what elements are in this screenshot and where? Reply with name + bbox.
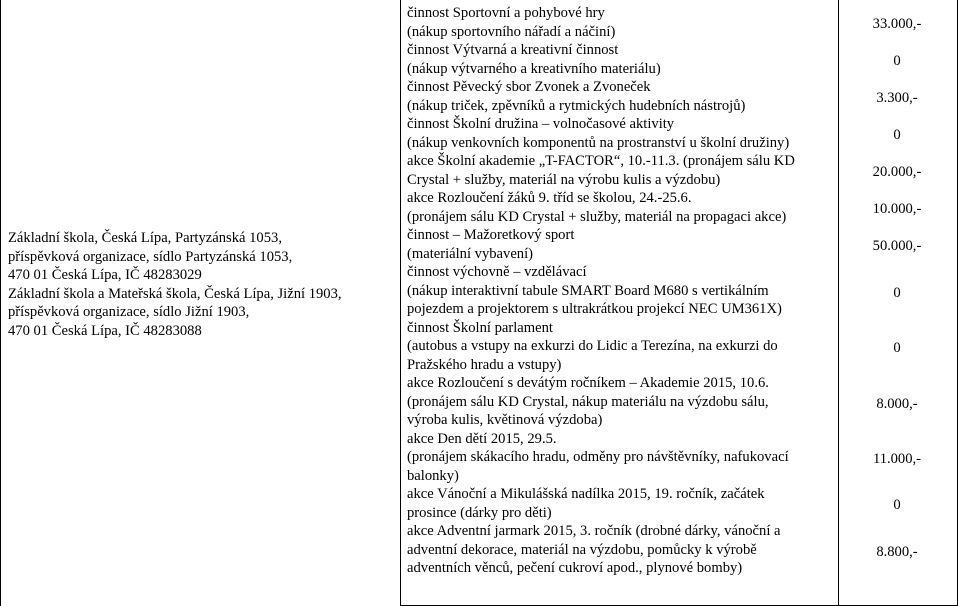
activity-line: adventních věnců, pečení cukroví apod., plynové bomby) xyxy=(407,560,743,576)
activity-line: (nákup venkovních komponentů na prostranství u školní družiny) xyxy=(407,134,790,151)
activity-line: (pronájem sálu KD Crystal + služby, materiál na propagaci akce) xyxy=(407,208,787,225)
activity-line: činnost Školní parlament xyxy=(407,319,553,336)
table-border-right xyxy=(957,0,958,606)
activity-line: Crystal + služby, materiál na výrobu kulis a výzdobu) xyxy=(407,171,721,188)
activity-line: (pronájem skákacího hradu, odměny pro návštěvníky, nafukovací xyxy=(407,449,789,465)
activity-line: akce Rozloučení žáků 9. tříd se školou, 24.-25.6. xyxy=(407,190,692,206)
amount-value: 33.000,- xyxy=(872,16,922,33)
amount-value: 20.000,- xyxy=(872,164,922,181)
amount-value: 0 xyxy=(893,340,901,356)
activity-line: (nákup interaktivní tabule SMART Board M680 s vertikálním xyxy=(407,282,769,299)
activity-line: činnost Školní družina – volnočasové aktivity xyxy=(407,116,675,132)
amount-value: 50.000,- xyxy=(872,238,922,255)
activity-line: činnost Sportovní a pohybové hry xyxy=(407,5,605,21)
activity-line: akce Adventní jarmark 2015, 3. ročník (drobné dárky, vánoční a xyxy=(407,523,781,539)
activity-line: činnost – Mažoretkový sport xyxy=(407,227,575,243)
organization-line: příspěvková organizace, sídlo Partyzánská 1053, xyxy=(8,248,293,265)
organization-line: příspěvková organizace, sídlo Jižní 1903, xyxy=(8,304,250,320)
organization-line: Základní škola a Mateřská škola, Česká Lípa, Jižní 1903, xyxy=(8,285,342,302)
activity-line: (materiální vybavení) xyxy=(407,245,534,262)
organization-line: Základní škola, Česká Lípa, Partyzánská 1053, xyxy=(8,230,282,246)
activity-line: prosince (dárky pro děti) xyxy=(407,504,552,521)
activity-line: pojezdem a projektorem s ultrakrátkou projekcí NEC UM361X) xyxy=(407,301,782,317)
organization-line: 470 01 Česká Lípa, IČ 48283029 xyxy=(8,267,202,283)
activity-line: akce Den dětí 2015, 29.5. xyxy=(407,430,557,447)
activity-line: (nákup triček, zpěvníků a rytmických hudebních nástrojů) xyxy=(407,97,746,114)
organization-line: 470 01 Česká Lípa, IČ 48283088 xyxy=(8,322,202,339)
amount-value: 11.000,- xyxy=(872,451,922,467)
activity-line: balonky) xyxy=(407,467,459,484)
amount-value: 0 xyxy=(893,53,901,70)
activity-line: akce Vánoční a Mikulášská nadílka 2015, 19. ročník, začátek xyxy=(407,486,765,502)
amount-value: 0 xyxy=(893,127,901,144)
activity-line: akce Školní akademie „T-FACTOR“, 10.-11.3. (pronájem sálu KD xyxy=(407,153,795,169)
amount-value: 8.800,- xyxy=(876,543,918,560)
activity-line: činnost Výtvarná a kreativní činnost xyxy=(407,42,619,58)
amount-value: 8.000,- xyxy=(876,395,918,412)
table-border-left xyxy=(0,0,1,606)
activity-line: (autobus a vstupy na exkurzi do Lidic a Terezína, na exkurzi do xyxy=(407,338,778,354)
activity-line: Pražského hradu a vstupy) xyxy=(407,356,562,373)
activity-line: (nákup sportovního nářadí a náčiní) xyxy=(407,23,616,40)
activity-line: akce Rozloučení s devátým ročníkem – Akademie 2015, 10.6. xyxy=(407,375,769,391)
activity-line: činnost Pěvecký sbor Zvonek a Zvoneček xyxy=(407,79,651,95)
activity-line: (pronájem sálu KD Crystal, nákup materiálu na výzdobu sálu, xyxy=(407,393,769,410)
amount-value: 10.000,- xyxy=(872,201,922,218)
activity-line: výroba kulis, květinová výzdoba) xyxy=(407,412,603,428)
amount-value: 0 xyxy=(893,497,901,514)
activity-line: adventní dekorace, materiál na výzdobu, pomůcky k výrobě xyxy=(407,541,757,558)
column-divider-org xyxy=(400,0,401,606)
amount-value: 3.300,- xyxy=(876,90,918,107)
activity-line: (nákup výtvarného a kreativního materiálu) xyxy=(407,60,661,77)
amount-value: 0 xyxy=(893,284,901,301)
activity-line: činnost výchovně – vzdělávací xyxy=(407,264,587,280)
